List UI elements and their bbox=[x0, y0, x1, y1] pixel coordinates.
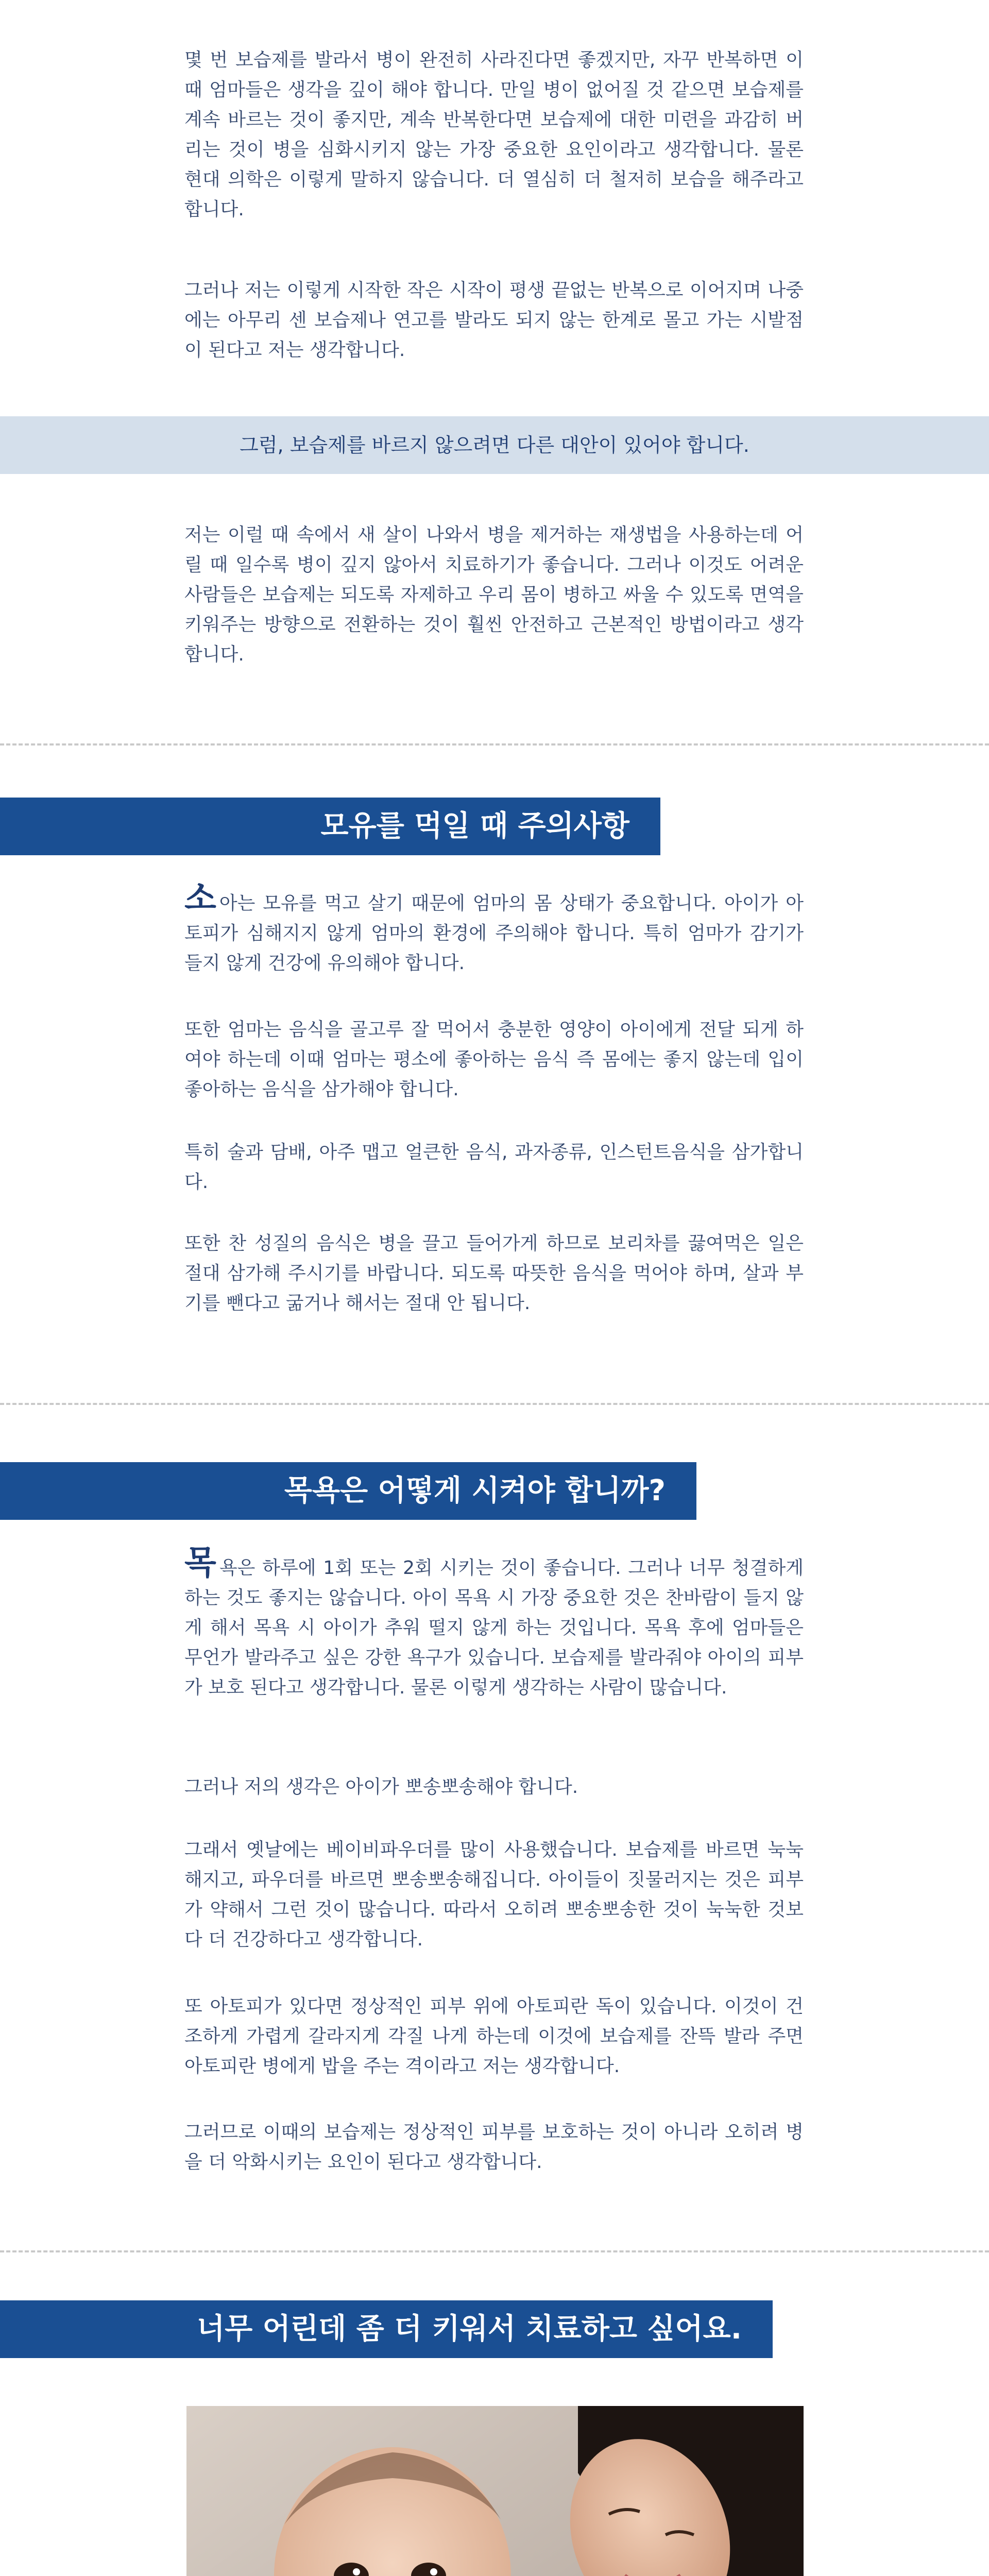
section1-paragraph-1-text: 아는 모유를 먹고 살기 때문에 엄마의 몸 상태가 중요합니다. 아이가 아토피가 심해지지 않게 엄마의 환경에 주의해야 합니다. 특히 엄마가 감기가 들지 않게 건강에 유의해야 합니다. bbox=[184, 893, 804, 974]
section-title: 목욕은 어떻게 시켜야 합니까? bbox=[284, 1474, 666, 1507]
section2-paragraph-4: 또 아토피가 있다면 정상적인 피부 위에 아토피란 독이 있습니다. 이것이 건조하게 가렵게 갈라지게 각질 나게 하는데 이것에 보습제를 잔뜩 발라 주면 아토피란 병에게 밥을 주는 격이라고 저는 생각합니다. bbox=[184, 1996, 804, 2077]
dropcap: 소 bbox=[184, 879, 216, 918]
photo-illustration bbox=[186, 2406, 804, 2576]
section-title: 너무 어린데 좀 더 키워서 치료하고 싶어요. bbox=[197, 2312, 742, 2346]
section-heading-young-child bbox=[0, 2300, 773, 2358]
section1-paragraph-2: 또한 엄마는 음식을 골고루 잘 먹어서 충분한 영양이 아이에게 전달 되게 하여야 하는데 이때 엄마는 평소에 좋아하는 음식 즉 몸에는 좋지 않는데 입이 좋아하는 음식을 삼가해야 합니다. bbox=[184, 1019, 804, 1100]
section2-paragraph-2: 그러나 저의 생각은 아이가 뽀송뽀송해야 합니다. bbox=[184, 1776, 578, 1798]
callout-band bbox=[0, 416, 989, 474]
section2-paragraph-5: 그러므로 이때의 보습제는 정상적인 피부를 보호하는 것이 아니라 오히려 병을 더 악화시키는 요인이 된다고 생각합니다. bbox=[184, 2122, 804, 2173]
section1-paragraph-1 bbox=[184, 879, 804, 978]
section-heading-bathing bbox=[0, 1462, 696, 1520]
section2-paragraph-1 bbox=[184, 1544, 804, 1703]
section-divider bbox=[0, 2250, 989, 2252]
dropcap: 목 bbox=[184, 1544, 216, 1582]
section-title: 모유를 먹일 때 주의사항 bbox=[320, 809, 629, 843]
mother-and-baby-photo bbox=[186, 2406, 804, 2576]
callout-text: 그럼, 보습제를 바르지 않으려면 다른 대안이 있어야 합니다. bbox=[240, 434, 749, 456]
intro-paragraph-2: 그러나 저는 이렇게 시작한 작은 시작이 평생 끝없는 반복으로 이어지며 나중에는 아무리 센 보습제나 연고를 발라도 되지 않는 한계로 몰고 가는 시발점이 된다고 저는 생각합니다. bbox=[184, 280, 804, 361]
section1-paragraph-4: 또한 찬 성질의 음식은 병을 끌고 들어가게 하므로 보리차를 끓여먹은 일은 절대 삼가해 주시기를 바랍니다. 되도록 따뜻한 음식을 먹어야 하며, 살과 부기를 뺀다고 굶거나 해서는 절대 안 됩니다. bbox=[184, 1233, 804, 1314]
section2-paragraph-3: 그래서 옛날에는 베이비파우더를 많이 사용했습니다. 보습제를 바르면 눅눅해지고, 파우더를 바르면 뽀송뽀송해집니다. 아이들이 짓물러지는 것은 피부가 약해서 그런 것이 많습니다. 따라서 오히려 뽀송뽀송한 것이 눅눅한 것보다 더 건강하다고 생각합니다. bbox=[184, 1839, 804, 1950]
alternative-paragraph: 저는 이럴 때 속에서 새 살이 나와서 병을 제거하는 재생법을 사용하는데 어릴 때 일수록 병이 깊지 않아서 치료하기가 좋습니다. 그러나 이것도 어려운 사람들은 보습제는 되도록 자제하고 우리 몸이 병하고 싸울 수 있도록 면역을 키워주는 방향으로 전환하는 것이 훨씬 안전하고 근본적인 방법이라고 생각합니다. bbox=[184, 524, 804, 665]
section1-paragraph-3: 특히 술과 담배, 아주 맵고 얼큰한 음식, 과자종류, 인스턴트음식을 삼가합니다. bbox=[184, 1142, 804, 1193]
section-divider bbox=[0, 1403, 989, 1405]
intro-paragraph-1: 몇 번 보습제를 발라서 병이 완전히 사라진다면 좋겠지만, 자꾸 반복하면 이때 엄마들은 생각을 깊이 해야 합니다. 만일 병이 없어질 것 같으면 보습제를 계속 바르는 것이 좋지만, 계속 반복한다면 보습제에 대한 미련을 과감히 버리는 것이 병을 심화시키지 않는 가장 중요한 요인이라고 생각합니다. 물론 현대 의학은 이렇게 말하지 않습니다. 더 열심히 더 철저히 보습을 해주라고 합니다. bbox=[184, 49, 804, 220]
section-heading-breastfeeding bbox=[0, 798, 660, 855]
section-divider bbox=[0, 743, 989, 745]
section2-paragraph-1-text: 욕은 하루에 1회 또는 2회 시키는 것이 좋습니다. 그러나 너무 청결하게 하는 것도 좋지는 않습니다. 아이 목욕 시 가장 중요한 것은 찬바람이 들지 않게 해서 목욕 시 아이가 추워 떨지 않게 하는 것입니다. 목욕 후에 엄마들은 무언가 발라주고 싶은 강한 욕구가 있습니다. 보습제를 발라줘야 아이의 피부가 보호 된다고 생각합니다. 물론 이렇게 생각하는 사람이 많습니다. bbox=[184, 1557, 804, 1698]
